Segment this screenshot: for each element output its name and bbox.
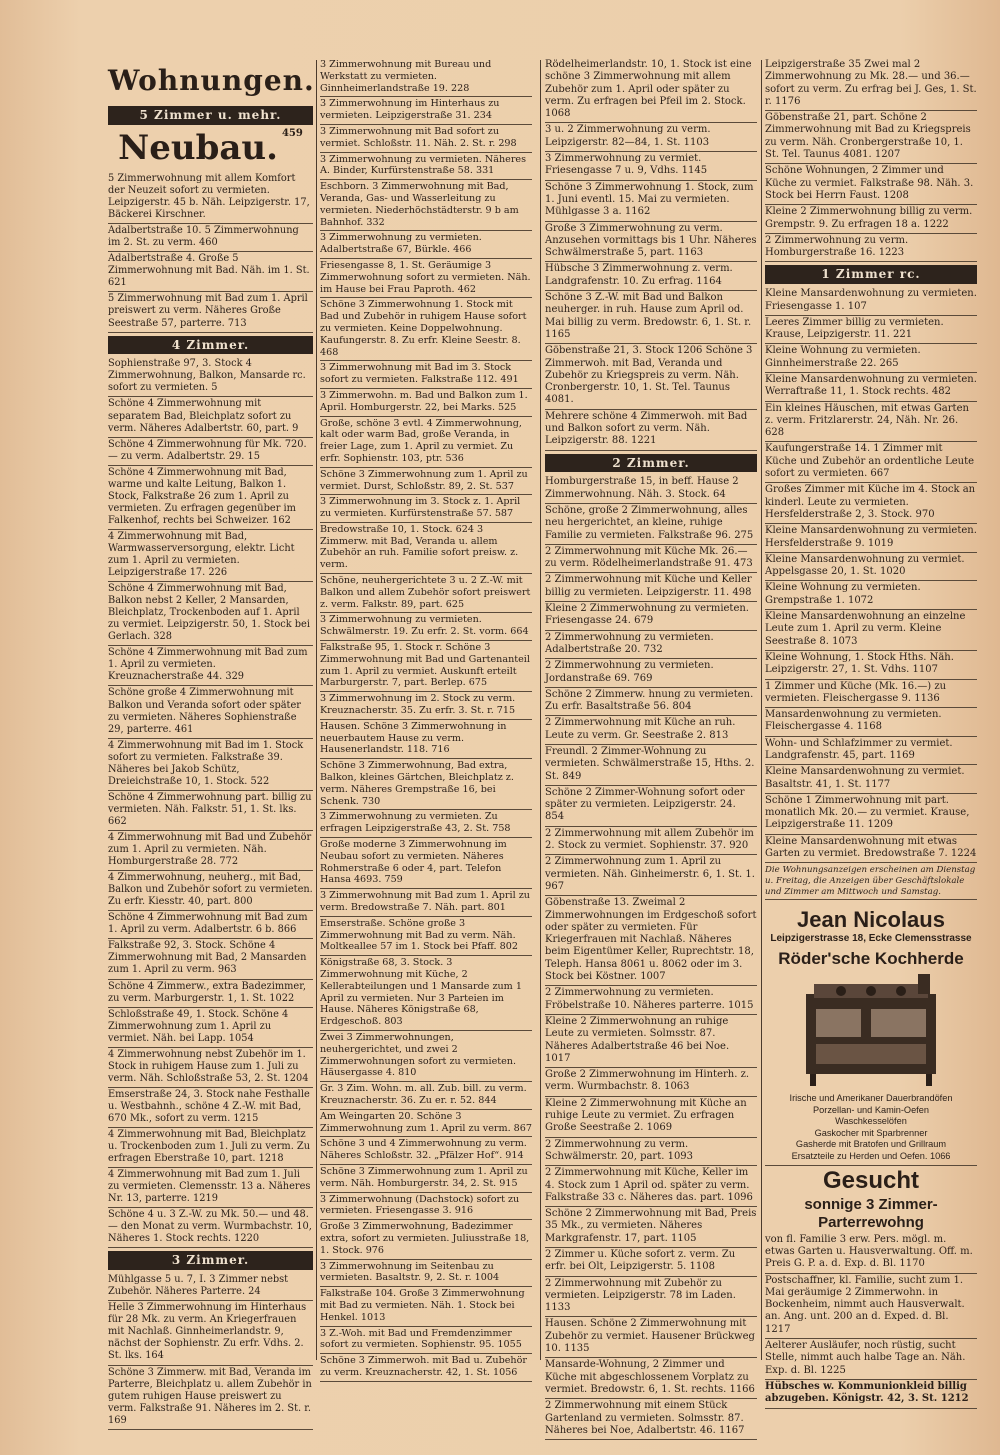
classified-ad: Schöne Wohnungen, 2 Zimmer und Küche zu vermiet. Falkstraße 98. Näh. 3. Stock bei Herrn Faust. 1208 bbox=[765, 164, 977, 205]
classified-ad: Schöne 4 Zimmerwohnung für Mk. 720.— zu verm. Adalbertstr. 29. 15 bbox=[108, 438, 313, 466]
classified-ad: 4 Zimmerwohnung mit Bad zum 1. Juli zu vermieten. Clemensstr. 13 a. Näheres Nr. 13, parterre. 1219 bbox=[108, 1168, 313, 1208]
classified-ad: Kleine 2 Zimmerwohnung mit Küche an ruhige Leute zu vermiet. Zu erfragen Große Seestraße 2. 1069 bbox=[545, 1097, 757, 1138]
classified-ad: 2 Zimmerwohnung mit Küche, Keller im 4. Stock zum 1 April od. später zu verm. Falkstraße 33 c. Näheres das. part. 1096 bbox=[545, 1166, 757, 1207]
product-line: Porzellan- und Kamin-Oefen bbox=[813, 1104, 929, 1115]
section-heading: Wohnungen. bbox=[108, 64, 315, 97]
column-rule bbox=[316, 60, 317, 1360]
product-brand: Röder'sche Kochherde bbox=[778, 949, 964, 969]
classified-ad: 4 Zimmerwohnung nebst Zubehör im 1. Stock in ruhigem Hause zum 1. Juli zu verm. Näh. Schloßstraße 53, 2. St. 1204 bbox=[108, 1048, 313, 1088]
classified-ad: Kaufungerstraße 14. 1 Zimmer mit Küche und Zubehör an ordentliche Leute sofort zu vermieten. 667 bbox=[765, 442, 977, 483]
classified-ad: Schöne 3 Zimmerwohnung zum 1. April zu vermiet. Durst, Schloßstr. 89, 2. St. 537 bbox=[320, 468, 532, 496]
ad-list bbox=[108, 1273, 313, 1430]
classified-ad: Schöne 3 Zimmerwohnung 1. Stock mit Bad und Zubehör in ruhigem Hause sofort zu vermieten. Keine Doppelwohnung. Kaufungerstr. 8. Zu erfr. Kleine Seestr. 8. 468 bbox=[320, 298, 532, 361]
classified-ad: Schöne 2 Zimmer-Wohnung sofort oder später zu vermieten. Leipzigerstr. 24. 854 bbox=[545, 786, 757, 827]
advertiser-address: Leipzigerstrasse 18, Ecke Clemensstrasse bbox=[770, 933, 972, 945]
classified-ad: Schöne 3 Z.-W. mit Bad und Balkon neuherger. in ruh. Hause zum April od. Mai billig zu verm. Bredowstr. 6, 1. St. r. 1165 bbox=[545, 291, 757, 344]
classified-ad: 3 Zimmerwohnung mit Bad im 3. Stock sofort zu vermieten. Falkstraße 112. 491 bbox=[320, 361, 532, 389]
classified-ad: Hübsches w. Kommunionkleid billig abzugeben. Königstr. 42, 3. St. 1212 bbox=[765, 1380, 977, 1409]
classified-ad: Schöne große 4 Zimmerwohnung mit Balkon und Veranda sofort oder später zu vermieten. Näheres Sophienstraße 29, parterre. 461 bbox=[108, 686, 313, 738]
classified-ad: Sophienstraße 97, 3. Stock 4 Zimmerwohnung, Balkon, Mansarde rc. sofort zu vermieten. 5 bbox=[108, 357, 313, 397]
ad-list bbox=[765, 58, 977, 262]
classified-ad: Schöne 4 Zimmerwohnung mit Bad, Balkon nebst 2 Keller, 2 Mansarden, Bleichplatz, Trockenboden auf 1. April zu vermiet. Leipzigerstr. 50, 1. Stock bei Gerlach. 328 bbox=[108, 582, 313, 646]
classified-ad: Göbenstraße 21, 3. Stock 1206 Schöne 3 Zimmerwoh. mit Bad, Veranda und Zubehör zu Kriegspreis zu verm. Näh. Cronbergerstr. 10, 1. St. Tel. Taunus 4081. bbox=[545, 344, 757, 409]
classified-ad: Große, schöne 3 evtl. 4 Zimmerwohnung, kalt oder warm Bad, große Veranda, in freier Lage, zum 1. April zu vermiet. Zu erfr. Sophienstr. 103, ptr. 536 bbox=[320, 417, 532, 468]
classified-ad: Friesengasse 8, 1. St. Geräumige 3 Zimmerwohnung sofort zu vermieten. Näh. im Hause bei Frau Paproth. 462 bbox=[320, 259, 532, 298]
classified-ad: 4 Zimmerwohnung mit Bad, Bleichplatz u. Trockenboden zum 1. Juli zu verm. Zu erfragen Eberstraße 10, part. 1218 bbox=[108, 1128, 313, 1168]
classified-ad: 3 Zimmerwohnung zu vermieten. Adalbertstraße 67, Bürkle. 466 bbox=[320, 231, 532, 259]
classified-ad: 2 Zimmerwohnung mit allem Zubehör im 2. Stock zu vermiet. Sophienstr. 37. 920 bbox=[545, 827, 757, 856]
product-line: Waschkesselöfen bbox=[835, 1116, 907, 1127]
classified-ad: 3 Zimmerwohnung im Seitenbau zu vermieten. Basaltstr. 9, 2. St. r. 1004 bbox=[320, 1260, 532, 1288]
classified-ad: Hübsche 3 Zimmerwohnung z. verm. Landgrafenstr. 10. Zu erfrag. 1164 bbox=[545, 262, 757, 291]
classified-ad: Schöne 4 u. 3 Z.-W. zu Mk. 50.— und 48.— den Monat zu verm. Wurmbachstr. 10, Näheres 1. Stock rechts. 1220 bbox=[108, 1208, 313, 1248]
classified-ad: 2 Zimmerwohnung mit Küche und Keller billig zu vermieten. Leipzigerstr. 11. 498 bbox=[545, 573, 757, 602]
classified-ad: 4 Zimmerwohnung mit Bad und Zubehör zum 1. April zu vermieten. Näh. Homburgerstraße 28. 772 bbox=[108, 831, 313, 871]
classified-ad: Adalbertstraße 4. Große 5 Zimmerwohnung mit Bad. Näh. im 1. St. 621 bbox=[108, 252, 313, 292]
classified-ad: 3 Zimmerwohn. m. Bad und Balkon zum 1. April. Homburgerstr. 22, bei Marks. 525 bbox=[320, 389, 532, 417]
classified-ad: Kleine Mansardenwohnung zu vermiet. Basaltstr. 41, 1. St. 1177 bbox=[765, 765, 977, 794]
classified-ad: 2 Zimmerwohnung mit einem Stück Gartenland zu vermieten. Solmsstr. 87. Näheres bei Noe, Adalbertstr. 46. 1167 bbox=[545, 1399, 757, 1440]
classified-ad: 3 Zimmerwohnung zu vermieten. Schwälmerstr. 19. Zu erfr. 2. St. vorm. 664 bbox=[320, 613, 532, 641]
classified-ad: Am Weingarten 20. Schöne 3 Zimmerwohnung zum 1. April zu verm. 867 bbox=[320, 1110, 532, 1138]
classified-ad: Helle 3 Zimmerwohnung im Hinterhaus für 28 Mk. zu verm. An Kriegerfrauen mit Nachlaß. Ginnheimerlandstr. 9, nächst der Sophienstr. Zu erfr. Vdhs. 2. St. lks. 164 bbox=[108, 1301, 313, 1365]
classified-ad: Kleine 2 Zimmerwohnung an ruhige Leute zu vermieten. Solmsstr. 87. Näheres Adalbertstraße 46 bei Noe. 1017 bbox=[545, 1015, 757, 1068]
classified-ad: Große 3 Zimmerwohnung, Badezimmer extra, sofort zu vermieten. Juliusstraße 18, 1. Stock. 976 bbox=[320, 1220, 532, 1259]
classified-ad: 3 Zimmerwohnung im 2. Stock zu verm. Kreuznacherstr. 35. Zu erfr. 3. St. r. 715 bbox=[320, 692, 532, 720]
classified-ad: Göbenstraße 21, part. Schöne 2 Zimmerwohnung mit Bad zu Kriegspreis zu verm. Näh. Cronbergerstraße 10, 1. St. Tel. Taunus 4081. 1207 bbox=[765, 111, 977, 164]
classified-ad: Hausen. Schöne 2 Zimmerwohnung mit Zubehör zu vermiet. Hausener Brückweg 10. 1135 bbox=[545, 1317, 757, 1358]
ad-list bbox=[545, 58, 757, 451]
neubau-heading: Neubau. $^{459}$ bbox=[118, 128, 303, 169]
classified-ad: 4 Zimmerwohnung, neuherg., mit Bad, Balkon und Zubehör sofort zu vermieten. Zu erfr. Kiesstr. 40, part. 800 bbox=[108, 871, 313, 911]
classified-ad: Leipzigerstraße 35 Zwei mal 2 Zimmerwohnung zu Mk. 28.— und 36.— sofort zu verm. Zu erfrag bei J. Ges, 1. St. r. 1176 bbox=[765, 58, 977, 111]
classified-ad: Schöne 4 Zimmerwohnung part. billig zu vermieten. Näh. Falkstr. 51, 1. St. lks. 662 bbox=[108, 791, 313, 831]
classified-ad: Wohn- und Schlafzimmer zu vermiet. Landgrafenstr. 45, part. 1169 bbox=[765, 737, 977, 766]
column-rule bbox=[540, 60, 541, 1360]
classified-ad: 2 Zimmerwohnung zu verm. Schwälmerstr. 20, part. 1093 bbox=[545, 1138, 757, 1167]
classified-ad: 3 u. 2 Zimmerwohnung zu verm. Leipzigerstr. 82—84, 1. St. 1103 bbox=[545, 123, 757, 152]
column-2 bbox=[320, 58, 532, 1382]
classified-ad: Bredowstraße 10, 1. Stock. 624 3 Zimmerw. mit Bad, Veranda u. allem Zubehör an ruh. Familie sofort preisw. z. verm. bbox=[320, 523, 532, 574]
classified-ad: Ein kleines Häuschen, mit etwas Garten z. verm. Fritzlarerstr. 24, Näh. Nr. 26. 628 bbox=[765, 402, 977, 443]
classified-ad: Kleine Wohnung zu vermieten. Grempstraße 1. 1072 bbox=[765, 581, 977, 610]
classified-ad: 2 Zimmerwohnung mit Küche an ruh. Leute zu verm. Gr. Seestraße 2. 813 bbox=[545, 716, 757, 745]
classified-ad: Schöne 4 Zimmerwohnung mit Bad, warme und kalte Leitung, Balkon 1. Stock, Falkstraße 26 zum 1. April zu vermieten. Zu erfragen gegenüber im Falkenhof, rechts bei Schweizer. 162 bbox=[108, 466, 313, 530]
classified-ad: Großes Zimmer mit Küche im 4. Stock an kinderl. Leute zu vermieten. Hersfelderstraße 2, 3. Stock. 970 bbox=[765, 483, 977, 524]
classified-ad: 3 Zimmerwohnung mit Bureau und Werkstatt zu vermieten. Ginnheimerlandstraße 19. 228 bbox=[320, 58, 532, 97]
wanted-text: von fl. Familie 3 erw. Pers. mögl. m. etwas Garten u. Hausverwaltung. Off. m. Preis G. P. a. d. Exp. d. Bl. 1170 bbox=[765, 1233, 977, 1274]
ad-list bbox=[320, 58, 532, 1382]
classified-ad: 5 Zimmerwohnung mit allem Komfort der Neuzeit sofort zu vermieten. Leipzigerstr. 45 b. Näh. Leipzigerstr. 17, Bäckerei Kirschner. bbox=[108, 172, 313, 224]
product-list bbox=[765, 1093, 977, 1162]
classified-ad: 2 Zimmerwohnung zu vermieten. Fröbelstraße 10. Näheres parterre. 1015 bbox=[545, 986, 757, 1015]
classified-ad: Schöne 2 Zimmerw. hnung zu vermieten. Zu erfr. Basaltstraße 56. 804 bbox=[545, 688, 757, 717]
classified-ad: Adalbertstraße 10. 5 Zimmerwohnung im 2. St. zu verm. 460 bbox=[108, 224, 313, 252]
classified-ad: 2 Zimmer u. Küche sofort z. verm. Zu erfr. bei Olt, Leipzigerstr. 5. 1108 bbox=[545, 1248, 757, 1277]
classified-ad: Falkstraße 95, 1. Stock r. Schöne 3 Zimmerwohnung mit Bad und Gartenanteil zum 1. April zu vermiet. Auskunft erteilt Marburgerstr. 7, part. Berlep. 675 bbox=[320, 641, 532, 692]
classified-ad: 4 Zimmerwohnung mit Bad, Warmwasserversorgung, elektr. Licht zum 1. April zu vermieten. Leipzigerstraße 17. 226 bbox=[108, 530, 313, 582]
classified-ad: Schöne, neuhergerichtete 3 u. 2 Z.-W. mit Balkon und allem Zubehör sofort preiswert z. verm. Falkstr. 89, part. 625 bbox=[320, 574, 532, 613]
classified-ad: Falkstraße 92, 3. Stock. Schöne 4 Zimmerwohnung mit Bad, 2 Mansarden zum 1. April zu verm. 963 bbox=[108, 939, 313, 979]
classified-ad: Mansarde-Wohnung, 2 Zimmer und Küche mit abgeschlossenem Vorplatz zu vermiet. Bredowstr. 6, 1. St. rechts. 1166 bbox=[545, 1358, 757, 1399]
column-rule bbox=[761, 60, 762, 1360]
classified-ad: Kleine 2 Zimmerwohnung billig zu verm. Grempstr. 9. Zu erfragen 18 a. 1222 bbox=[765, 205, 977, 234]
classified-ad: Kleine Mansardenwohnung zu vermieten. Werraftraße 11, 1. Stock rechts. 482 bbox=[765, 373, 977, 402]
classified-ad: 4 Zimmerwohnung mit Bad im 1. Stock sofort zu vermieten. Falkstraße 39. Näheres bei Jakob Schütz, Dreieichstraße 10, 1. Stock. 522 bbox=[108, 739, 313, 791]
classified-ad: 2 Zimmerwohnung mit Zubehör zu vermieten. Leipzigerstr. 78 im Laden. 1133 bbox=[545, 1277, 757, 1318]
classified-ad: 3 Zimmerwohnung zu vermieten. Näheres A. Binder, Kurfürstenstraße 58. 331 bbox=[320, 153, 532, 181]
classified-ad: 3 Zimmerwohnung im Hinterhaus zu vermieten. Leipzigerstraße 31. 234 bbox=[320, 97, 532, 125]
classified-ad: Große moderne 3 Zimmerwohnung im Neubau sofort zu vermieten. Näheres Rohmerstraße 6 oder 4, part. Telefon Hansa 4693. 759 bbox=[320, 838, 532, 889]
product-line: Ersatzteile zu Herden und Oefen. 1066 bbox=[791, 1150, 951, 1161]
classified-ad: Schöne 3 Zimmerwohnung, Bad extra, Balkon, kleines Gärtchen, Bleichplatz z. verm. Näheres Grempstraße 16, bei Schenk. 730 bbox=[320, 759, 532, 810]
classified-ad: Emserstraße. Schöne große 3 Zimmerwohnung mit Bad zu verm. Näh. Moltkeallee 57 im 1. Stock bei Pfaff. 802 bbox=[320, 917, 532, 956]
product-line: Gasherde mit Bratofen und Grillraum bbox=[795, 1139, 947, 1150]
jean-nicolaus-ad bbox=[765, 906, 977, 1162]
classified-ad: Königstraße 68, 3. Stock. 3 Zimmerwohnung mit Küche, 2 Kellerabteilungen und 1 Mansarde zum 1 April zu vermieten. Nur 3 Parteien im Hause. Näheres Königstraße 68, Erdgeschoß. 803 bbox=[320, 956, 532, 1031]
classified-ad: Schöne 1 Zimmerwohnung mit part. monatlich Mk. 20.— zu vermiet. Krause, Leipzigerstraße 11. 1209 bbox=[765, 794, 977, 835]
ad-list bbox=[545, 475, 757, 1440]
classified-ad: Kleine Mansardenwohnung mit etwas Garten zu vermiet. Bredowstraße 7. 1224 bbox=[765, 835, 977, 864]
classified-ad: Schöne 3 Zimmerwohnung zum 1. April zu verm. Näh. Homburgerstr. 34, 2. St. 915 bbox=[320, 1165, 532, 1193]
classified-ad: Emserstraße 24, 3. Stock nahe Festhalle u. Westbahnh., schöne 4 Z.-W. mit Bad, 670 Mk., sofort zu verm. 1215 bbox=[108, 1088, 313, 1128]
classified-ad: 2 Zimmerwohnung mit Küche Mk. 26.— zu verm. Rödelheimerlandstraße 91. 473 bbox=[545, 545, 757, 574]
classified-ad: Homburgerstraße 15, in beff. Hause 2 Zimmerwohnung. Näh. 3. Stock. 64 bbox=[545, 475, 757, 504]
classified-ad: Leeres Zimmer billig zu vermieten. Krause, Leipzigerstr. 11. 221 bbox=[765, 316, 977, 345]
column-4 bbox=[765, 58, 977, 1409]
ad-list bbox=[765, 287, 977, 863]
classified-ad: 3 Z.-Woh. mit Bad und Fremdenzimmer sofort zu vermieten. Sophienstr. 95. 1055 bbox=[320, 1327, 532, 1355]
column-3 bbox=[545, 58, 757, 1440]
wanted-heading: Gesucht bbox=[765, 1165, 977, 1196]
stove-illustration bbox=[796, 974, 946, 1089]
category-bar: 1 Zimmer rc. bbox=[765, 265, 977, 284]
classified-ad: Rödelheimerlandstr. 10, 1. Stock ist eine schöne 3 Zimmerwohnung mit allem Zubehör zum 1. April oder später zu verm. Zu erfragen bei Pfeil im 2. Stock. 1068 bbox=[545, 58, 757, 123]
ad-list bbox=[108, 357, 313, 1248]
classified-ad: 3 Zimmerwohnung mit Bad zum 1. April zu verm. Bredowstraße 7. Näh. part. 801 bbox=[320, 889, 532, 917]
classified-ad: Mühlgasse 5 u. 7, I. 3 Zimmer nebst Zubehör. Näheres Parterre. 24 bbox=[108, 1273, 313, 1301]
classified-ad: 2 Zimmerwohnung zu verm. Homburgerstraße 16. 1223 bbox=[765, 234, 977, 263]
classified-ad: Schöne 3 Zimmerwohnung 1. Stock, zum 1. Juni eventl. 15. Mai zu vermieten. Mühlgasse 3 a. 1162 bbox=[545, 181, 757, 222]
classified-ad: Schöne 4 Zimmerwohnung mit separatem Bad, Bleichplatz sofort zu verm. Näheres Adalbertstr. 60, part. 9 bbox=[108, 397, 313, 437]
classified-ad: Kleine 2 Zimmerwohnung zu vermieten. Friesengasse 24. 679 bbox=[545, 602, 757, 631]
advertiser-name: Jean Nicolaus bbox=[797, 907, 945, 933]
ad-list bbox=[108, 172, 313, 333]
classified-ad: Schöne, große 2 Zimmerwohnung, alles neu hergerichtet, an kleine, ruhige Familie zu vermieten. Falkstraße 96. 275 bbox=[545, 504, 757, 545]
classified-ad: Kleine Wohnung, 1. Stock Hths. Näh. Leipzigerstr. 27, 1. St. Vdhs. 1107 bbox=[765, 651, 977, 680]
classified-ad: Kleine Mansardenwohnung zu vermieten. Hersfelderstraße 9. 1019 bbox=[765, 524, 977, 553]
classified-ad: Schöne 2 Zimmerwohnung mit Bad, Preis 35 Mk., zu vermieten. Näheres Markgrafenstr. 17, part. 1105 bbox=[545, 1207, 757, 1248]
column-1 bbox=[108, 58, 313, 1430]
ad-list bbox=[765, 1274, 977, 1380]
classified-ad: Falkstraße 104. Große 3 Zimmerwohnung mit Bad zu vermieten. Näh. 1. Stock bei Henkel. 1013 bbox=[320, 1287, 532, 1326]
classified-ad: Aelterer Ausläufer, noch rüstig, sucht Stelle, nimmt auch halbe Tage an. Näh. Exp. d. Bl. 1225 bbox=[765, 1339, 977, 1380]
classified-ad: Hausen. Schöne 3 Zimmerwohnung in neuerbautem Hause zu verm. Hausenerlandstr. 118. 716 bbox=[320, 720, 532, 759]
product-line: Gaskocher mit Sparbrenner bbox=[814, 1127, 928, 1138]
classified-ad: 2 Zimmerwohnung zu vermieten. Adalbertstraße 20. 732 bbox=[545, 631, 757, 660]
classified-ad: Kleine Wohnung zu vermieten. Ginnheimerstraße 22. 265 bbox=[765, 344, 977, 373]
classified-ad: Freundl. 2 Zimmer-Wohnung zu vermieten. Schwälmerstraße 15, Hths. 2. St. 849 bbox=[545, 745, 757, 786]
classified-ad: Mehrere schöne 4 Zimmerwoh. mit Bad und Balkon sofort zu verm. Näh. Leipzigerstr. 88. 1221 bbox=[545, 410, 757, 451]
classified-ad: 3 Zimmerwohnung im 3. Stock z. 1. April zu vermieten. Kurfürstenstraße 57. 587 bbox=[320, 495, 532, 523]
classified-ad: Schöne 3 und 4 Zimmerwohnung zu verm. Näheres Schloßstr. 32. „Pfälzer Hof“. 914 bbox=[320, 1137, 532, 1165]
category-bar: 4 Zimmer. bbox=[108, 336, 313, 355]
product-line: Irische und Amerikaner Dauerbrandöfen bbox=[789, 1093, 953, 1104]
classified-ad: 3 Zimmerwohnung zu vermieten. Zu erfragen Leipzigerstraße 43, 2. St. 758 bbox=[320, 810, 532, 838]
classified-ad: Postschaffner, kl. Familie, sucht zum 1. Mai geräumige 2 Zimmerwohn. in Bockenheim, nimmt auch Hausverwalt. an. Ang. unt. 200 an d. Exped. d. Bl. 1217 bbox=[765, 1274, 977, 1339]
classified-ad: Zwei 3 Zimmerwohnungen, neuhergerichtet, und zwei 2 Zimmerwohnungen sofort zu vermieten. Häusergasse 4. 810 bbox=[320, 1031, 532, 1082]
classified-ad: 3 Zimmerwohnung (Dachstock) sofort zu vermieten. Friesengasse 3. 916 bbox=[320, 1193, 532, 1221]
classified-ad: 3 Zimmerwohnung mit Bad sofort zu vermiet. Schloßstr. 11. Näh. 2. St. r. 298 bbox=[320, 125, 532, 153]
classified-ad: Schöne 4 Zimmerw., extra Badezimmer, zu verm. Marburgerstr. 1, 1. St. 1022 bbox=[108, 980, 313, 1008]
classified-ad: Große 3 Zimmerwohnung zu verm. Anzusehen vormittags bis 1 Uhr. Näheres Schwälmerstraße 5, part. 1163 bbox=[545, 222, 757, 263]
classified-ad: Eschborn. 3 Zimmerwohnung mit Bad, Veranda, Gas- und Wasserleitung zu vermieten. Niederhöchstädterstr. 9 b am Bahnhof. 332 bbox=[320, 180, 532, 231]
classified-ad: Kleine Mansardenwohnung zu vermieten. Friesengasse 1. 107 bbox=[765, 287, 977, 316]
classified-ad: 5 Zimmerwohnung mit Bad zum 1. April preiswert zu verm. Näheres Große Seestraße 57, parterre. 713 bbox=[108, 292, 313, 332]
classified-ad: 2 Zimmerwohnung zum 1. April zu vermieten. Näh. Ginheimerstr. 6, 1. St. 1. 967 bbox=[545, 855, 757, 896]
classified-ad: 3 Zimmerwohnung zu vermiet. Friesengasse 7 u. 9, Vdhs. 1145 bbox=[545, 152, 757, 181]
classified-ad: Große 2 Zimmerwohnung im Hinterh. z. verm. Wurmbachstr. 8. 1063 bbox=[545, 1068, 757, 1097]
classified-ad: 2 Zimmerwohnung zu vermieten. Jordanstraße 69. 769 bbox=[545, 659, 757, 688]
classified-ad: 1 Zimmer und Küche (Mk. 16.—) zu vermieten. Fleischergasse 9. 1136 bbox=[765, 680, 977, 709]
publication-note: Die Wohnungsanzeigen erscheinen am Dienstag u. Freitag, die Anzeigen über Geschäftslokale und Zimmer am Mittwoch und Samstag. bbox=[765, 863, 977, 900]
classified-ad: Mansardenwohnung zu vermieten. Fleischergasse 4. 1168 bbox=[765, 708, 977, 737]
category-bar: 3 Zimmer. bbox=[108, 1251, 313, 1270]
category-bar: 5 Zimmer u. mehr. bbox=[108, 106, 313, 125]
classified-ad: Kleine Mansardenwohnung an einzelne Leute zum 1. April zu verm. Kleine Seestraße 8. 1073 bbox=[765, 610, 977, 651]
classified-ad: Schöne 4 Zimmerwohnung mit Bad zum 1. April zu verm. Adalbertstr. 6 b. 866 bbox=[108, 911, 313, 939]
classified-ad: Kleine Mansardenwohnung zu vermiet. Appelsgasse 20, 1. St. 1020 bbox=[765, 553, 977, 582]
category-bar: 2 Zimmer. bbox=[545, 454, 757, 473]
classified-ad: Gr. 3 Zim. Wohn. m. all. Zub. bill. zu verm. Kreuznacherstr. 36. Zu er. r. 52. 844 bbox=[320, 1082, 532, 1110]
wanted-headline: sonnige 3 Zimmer-Parterrewohng bbox=[804, 1195, 938, 1232]
classified-ad: Göbenstraße 13. Zweimal 2 Zimmerwohnungen im Erdgeschoß sofort oder später zu vermieten. Für Kriegerfrauen mit Nachlaß. Näheres beim Eigentümer Keller, Ruprechtstr. 18, Teleph. Hansa 8061 u. 8062 oder im 3. Stock bei Köstner. 1007 bbox=[545, 896, 757, 986]
classified-ad: Schöne 3 Zimmerw. mit Bad, Veranda im Parterre, Bleichplatz u. allem Zubehör in gutem ruhigen Hause preiswert zu verm. Falkstraße 91. Näheres im 2. St. r. 169 bbox=[108, 1366, 313, 1430]
classified-ad: Schöne 3 Zimmerwoh. mit Bad u. Zubehör zu verm. Kreuznacherstr. 42, 1. St. 1056 bbox=[320, 1354, 532, 1382]
classified-ad: Schloßstraße 49, 1. Stock. Schöne 4 Zimmerwohnung zum 1. April zu vermiet. Näh. bei Lapp. 1054 bbox=[108, 1008, 313, 1048]
classified-ad: Schöne 4 Zimmerwohnung mit Bad zum 1. April zu vermieten. Kreuznacherstraße 44. 329 bbox=[108, 646, 313, 686]
